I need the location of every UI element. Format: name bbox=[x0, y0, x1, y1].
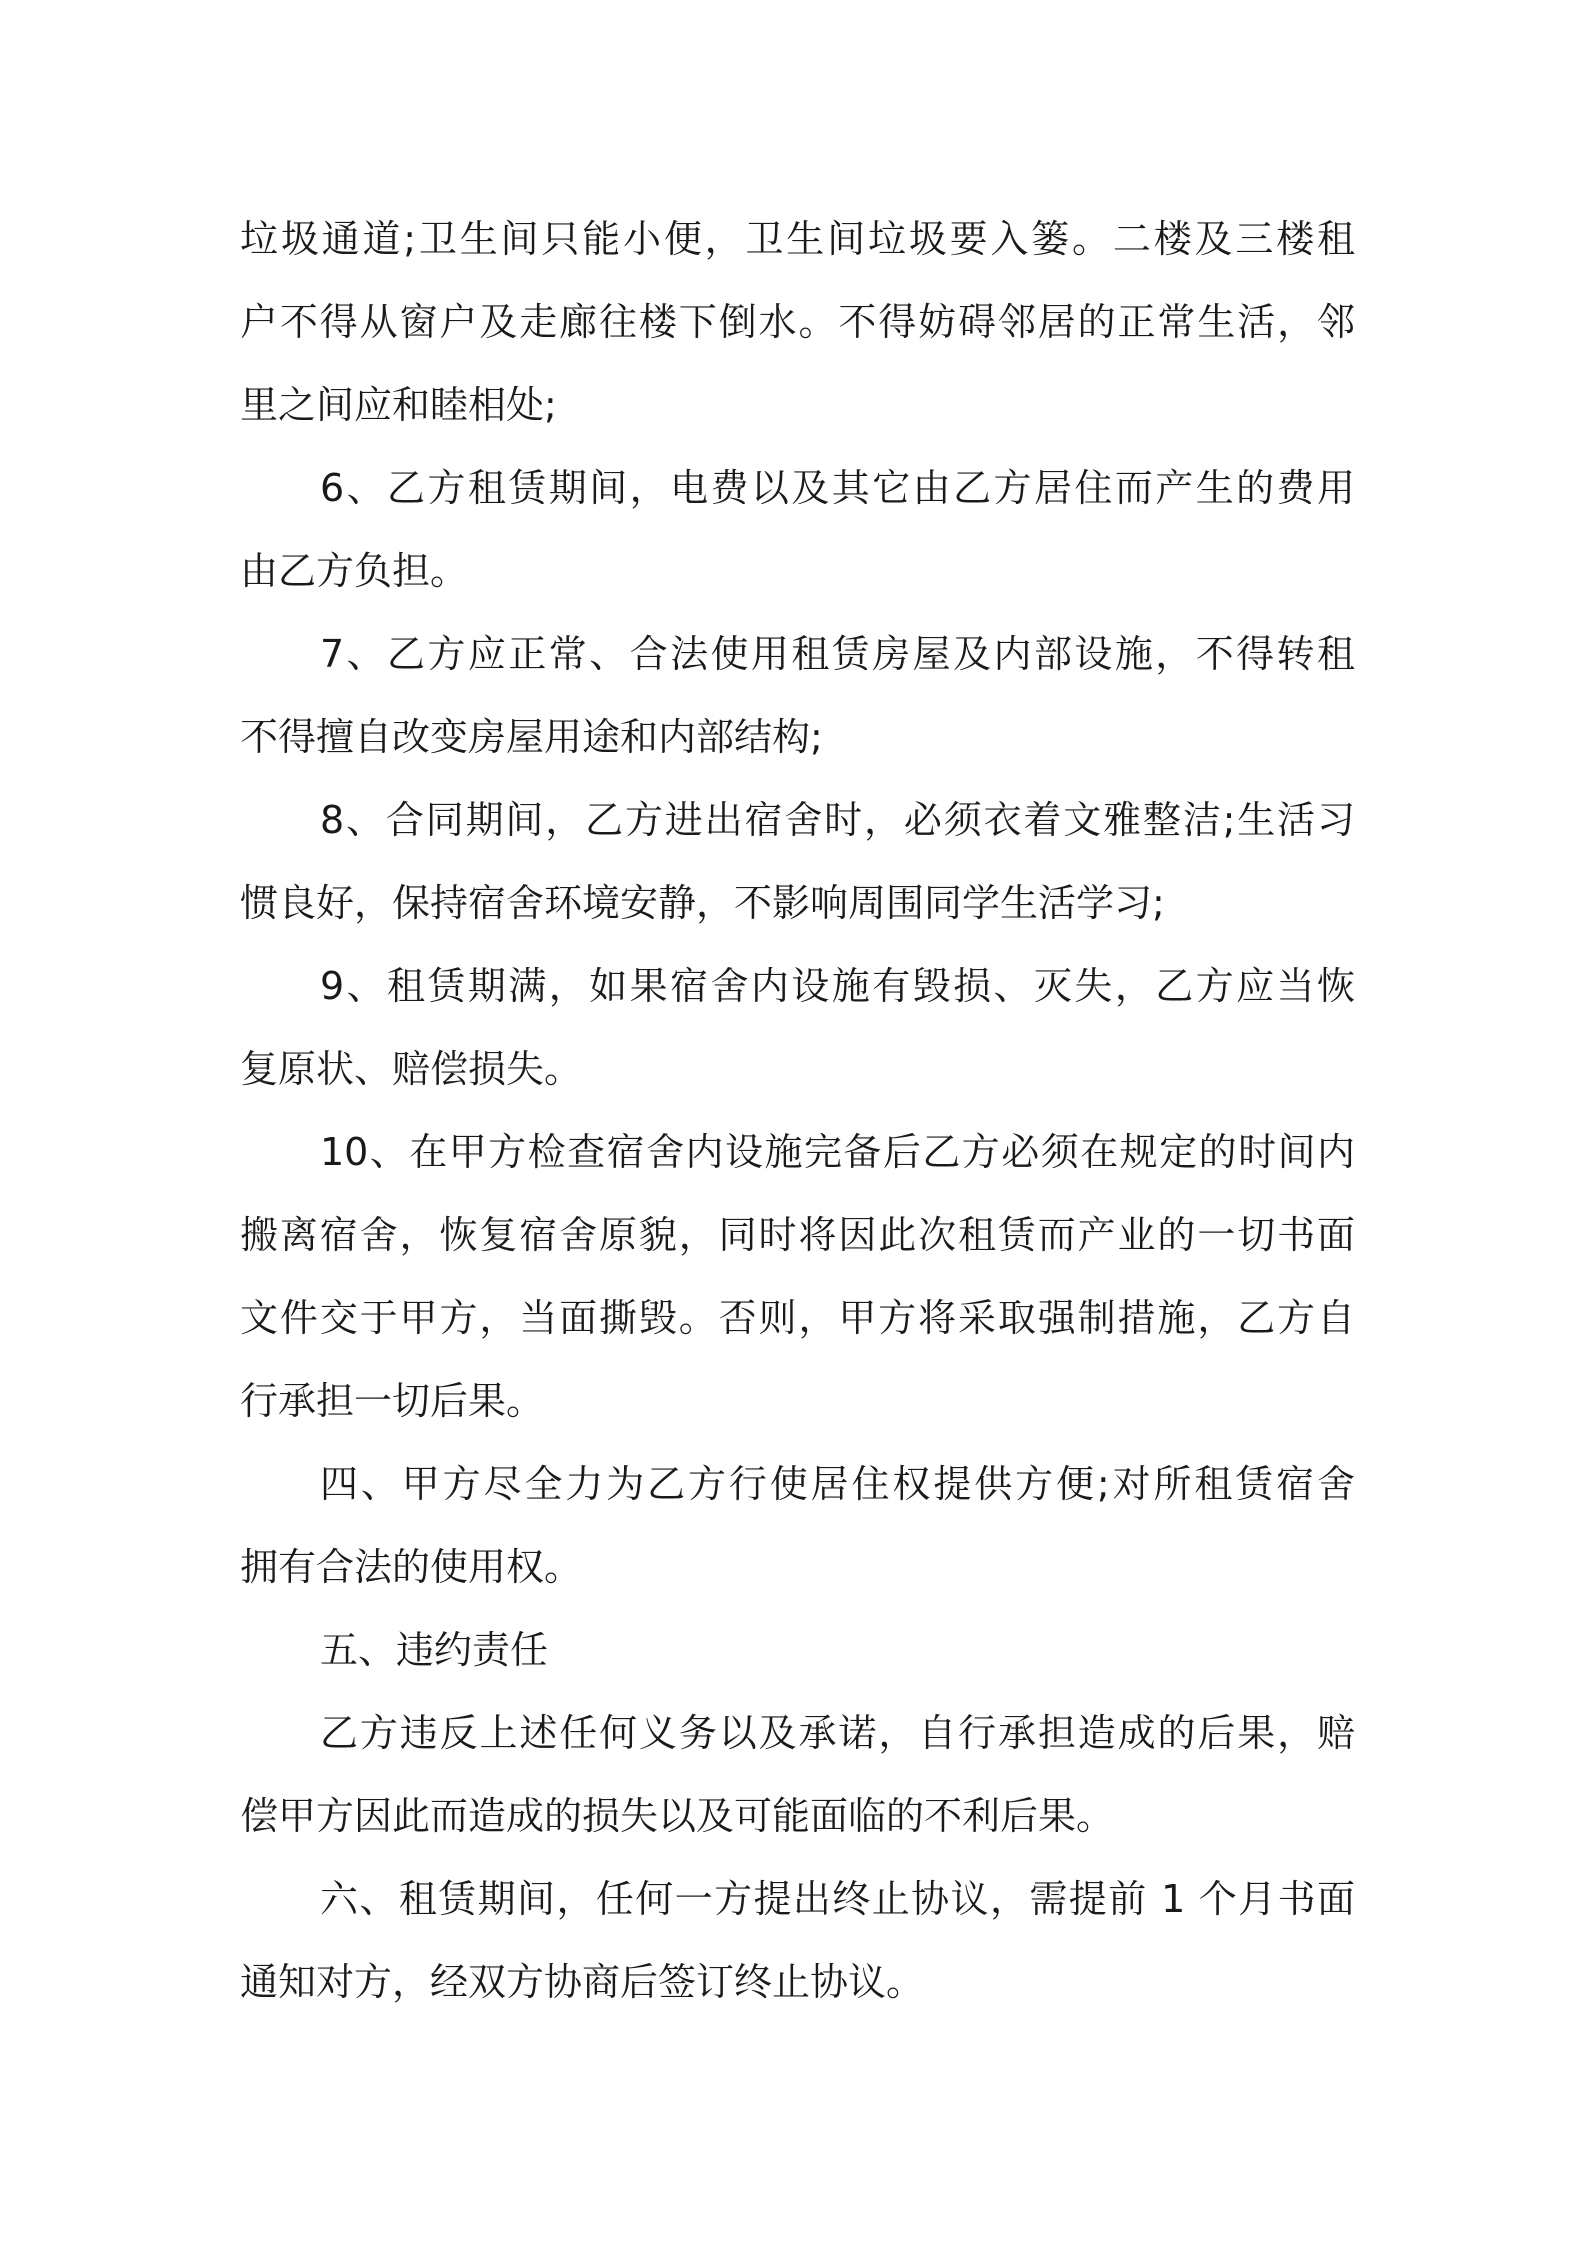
paragraph bbox=[240, 1692, 1355, 1858]
paragraph-line: 里之间应和睦相处; bbox=[240, 383, 557, 427]
paragraph-line: 拥有合法的使用权。 bbox=[240, 1545, 583, 1589]
paragraph-line: 9、租赁期满，如果宿舍内设施有毁损、灭失，乙方应当恢 bbox=[320, 964, 1355, 1008]
paragraph-line: 10、在甲方检查宿舍内设施完备后乙方必须在规定的时间内 bbox=[320, 1130, 1355, 1174]
paragraph bbox=[240, 1443, 1355, 1609]
paragraph bbox=[240, 945, 1355, 1111]
paragraph-line: 偿甲方因此而造成的损失以及可能面临的不利后果。 bbox=[240, 1794, 1115, 1838]
paragraph-line: 搬离宿舍，恢复宿舍原貌，同时将因此次租赁而产业的一切书面 bbox=[240, 1213, 1355, 1257]
paragraph bbox=[240, 1111, 1355, 1443]
paragraph bbox=[240, 779, 1355, 945]
paragraph bbox=[240, 1858, 1355, 2024]
paragraph-line: 乙方违反上述任何义务以及承诺，自行承担造成的后果，赔 bbox=[320, 1711, 1355, 1755]
paragraph-line: 7、乙方应正常、合法使用租赁房屋及内部设施，不得转租 bbox=[320, 632, 1355, 676]
paragraph-line: 惯良好，保持宿舍环境安静，不影响周围同学生活学习; bbox=[240, 881, 1165, 925]
paragraph-line: 由乙方负担。 bbox=[240, 549, 469, 593]
paragraph-line: 四、甲方尽全力为乙方行使居住权提供方便;对所租赁宿舍 bbox=[320, 1462, 1355, 1506]
paragraph-line: 文件交于甲方，当面撕毁。否则，甲方将采取强制措施，乙方自 bbox=[240, 1296, 1355, 1340]
paragraph-line: 通知对方，经双方协商后签订终止协议。 bbox=[240, 1960, 925, 2004]
paragraph-line: 不得擅自改变房屋用途和内部结构; bbox=[240, 715, 823, 759]
document-body bbox=[240, 198, 1355, 2024]
paragraph-line: 五、违约责任 bbox=[320, 1628, 549, 1672]
paragraph-line: 8、合同期间，乙方进出宿舍时，必须衣着文雅整洁;生活习 bbox=[320, 798, 1355, 842]
paragraph-line: 行承担一切后果。 bbox=[240, 1379, 545, 1423]
paragraph-line: 6、乙方租赁期间，电费以及其它由乙方居住而产生的费用 bbox=[320, 466, 1355, 510]
paragraph-line: 复原状、赔偿损失。 bbox=[240, 1047, 583, 1091]
paragraph-line: 六、租赁期间，任何一方提出终止协议，需提前 1 个月书面 bbox=[320, 1877, 1355, 1921]
paragraph bbox=[240, 447, 1355, 613]
paragraph bbox=[240, 613, 1355, 779]
paragraph bbox=[240, 1609, 1355, 1692]
paragraph-line: 垃圾通道;卫生间只能小便，卫生间垃圾要入篓。二楼及三楼租 bbox=[240, 217, 1355, 261]
paragraph bbox=[240, 198, 1355, 447]
paragraph-line: 户不得从窗户及走廊往楼下倒水。不得妨碍邻居的正常生活，邻 bbox=[240, 300, 1355, 344]
